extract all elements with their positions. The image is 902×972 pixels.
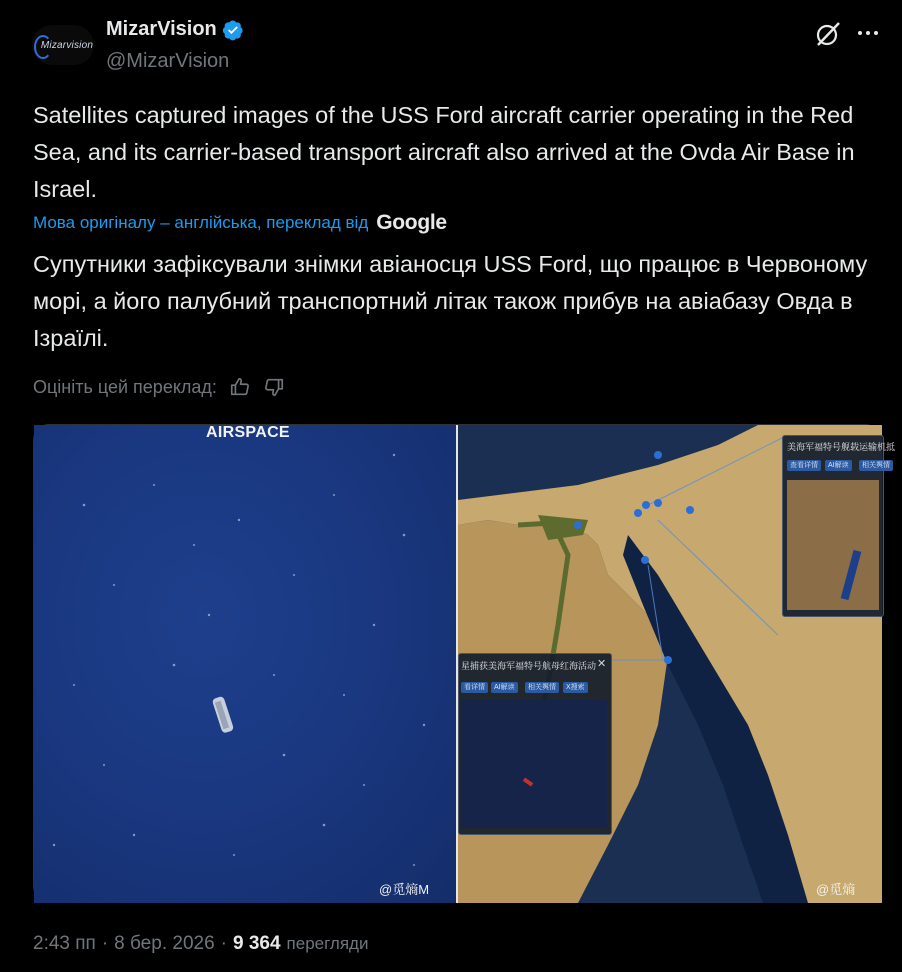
carrier-panel-close-icon[interactable]: ✕ <box>597 658 607 670</box>
satellite-sea-image[interactable] <box>34 425 457 903</box>
verified-badge-icon <box>222 19 244 41</box>
thumbs-up-icon[interactable] <box>229 376 251 398</box>
aircraft-panel-title: 美海军福特号舰载运输机抵 <box>787 442 896 452</box>
airbase-thumbnail <box>787 480 879 610</box>
rate-translation-label: Оцініть цей переклад: <box>33 376 217 397</box>
carrier-chip-ai[interactable]: AI解读 <box>491 682 518 693</box>
meta-separator: · <box>101 933 109 954</box>
airspace-label: AIRSPACE <box>206 424 290 441</box>
sea-texture <box>34 425 457 903</box>
carrier-chip-news[interactable]: 相关舆情 <box>525 682 559 693</box>
author-name-row[interactable] <box>106 18 244 41</box>
aircraft-chip-ai[interactable]: AI解读 <box>825 460 852 471</box>
tweet-date[interactable]: 8 бер. 2026 <box>114 933 215 954</box>
avatar-logo-text: Mizarvision <box>40 39 94 51</box>
media-image[interactable] <box>33 424 896 902</box>
thumbs-down-icon[interactable] <box>263 376 285 398</box>
watermark-right: @觅熵 <box>816 882 856 897</box>
rate-translation-row <box>33 376 285 398</box>
aircraft-info-panel[interactable] <box>782 435 896 617</box>
avatar-logo-ring <box>34 35 52 59</box>
carrier-panel-title: 星捕获美海军福特号航母红海活动 <box>461 661 597 671</box>
grok-icon[interactable] <box>814 20 842 48</box>
carrier-thumbnail <box>461 700 607 828</box>
translated-text: Супутники зафіксували знімки авіаносця USS Ford, що працює в Червоному морі, а його палубний транспортний літак також прибув на авіабазу Овда в Ізраїлі. <box>33 251 868 351</box>
tweet-text: Satellites captured images of the USS Ford aircraft carrier operating in the Red Sea, and its carrier-based transport aircraft also arrived at the Ovda Air Base in Israel. <box>33 102 855 202</box>
tweet-meta <box>33 933 368 955</box>
avatar[interactable] <box>32 25 94 65</box>
translation-notice-text[interactable]: Мова оригіналу – англійська, переклад від <box>33 213 369 232</box>
author-display-name[interactable]: MizarVision <box>106 18 217 40</box>
author-handle[interactable]: @MizarVision <box>106 50 230 72</box>
views-count: 9 364 <box>232 933 281 954</box>
more-icon[interactable] <box>858 25 880 41</box>
carrier-info-panel[interactable] <box>458 653 612 835</box>
meta-separator: · <box>220 933 227 954</box>
aircraft-chip-details[interactable]: 查看详情 <box>787 460 821 471</box>
carrier-chip-search[interactable]: X搜索 <box>563 682 588 693</box>
tweet-time[interactable]: 2:43 пп <box>33 933 96 954</box>
views-label: перегляди <box>286 934 369 953</box>
translation-notice <box>33 211 447 235</box>
aircraft-chip-news[interactable]: 相关舆情 <box>859 460 893 471</box>
watermark-left: @觅熵M <box>379 882 430 897</box>
google-logo: Google <box>376 211 447 234</box>
satellite-map-image[interactable] <box>458 425 896 903</box>
carrier-chip-details[interactable]: 看详情 <box>461 682 488 693</box>
